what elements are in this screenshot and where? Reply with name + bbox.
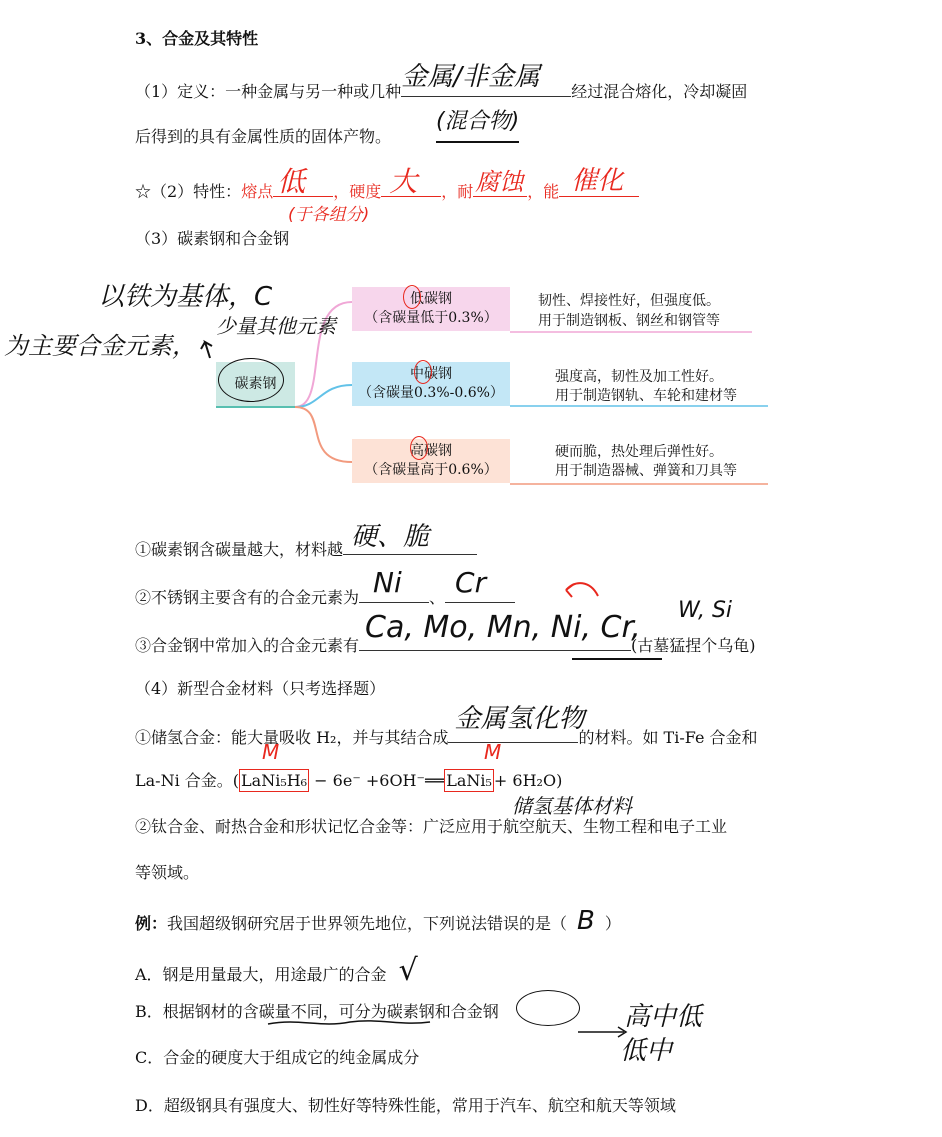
h2-prefix: ①储氢合金：能大量吸收 H₂，并与其结合成 <box>135 728 449 747</box>
option-c: C．合金的硬度大于组成它的纯金属成分 <box>135 1048 420 1067</box>
example-text: 我国超级钢研究居于世界领先地位，下列说法错误的是（ <box>167 914 568 933</box>
q1-fill: 硬、脆 <box>351 522 430 552</box>
q3-extra: W, Si <box>678 598 733 623</box>
high-desc2: 用于制造器械、弹簧和刀具等 <box>555 463 737 479</box>
properties-star: ☆（2）特性： <box>135 182 242 201</box>
eq-mid: − 6e⁻ +6OH⁻══ <box>309 771 445 790</box>
definition-note: (混合物) <box>436 104 519 143</box>
can-label: ，能 <box>527 182 560 201</box>
can-fill: 催化 <box>571 166 624 196</box>
hardness-fill: 大 <box>389 165 418 198</box>
eq-lani5h6: LaNi₅H₆ <box>241 771 308 790</box>
example-label: 例： <box>135 914 168 933</box>
q2-prefix: ②不锈钢主要含有的合金元素为 <box>135 588 360 607</box>
steel-heading: （3）碳素钢和合金钢 <box>135 229 290 248</box>
option-d: D．超级钢具有强度大、韧性好等特殊性能，常用于汽车、航空和航天等领域 <box>135 1096 676 1115</box>
q3-prefix: ③合金钢中常加入的合金元素有 <box>135 636 360 655</box>
q2-fill2: Cr <box>455 566 487 599</box>
definition-fill: 金属/非金属 <box>401 62 540 92</box>
new-alloy-heading: （4）新型合金材料（只考选择题） <box>135 679 386 698</box>
high-desc1: 硬而脆，热处理后弹性好。 <box>555 444 723 460</box>
low-desc1: 韧性、焊接性好，但强度低。 <box>538 293 720 309</box>
mindmap-note-3: 少量其他元素 <box>216 314 336 338</box>
mp-label: 熔点 <box>241 182 274 201</box>
q3-fill: Ca, Mo, Mn, Ni, Cr, <box>365 610 641 645</box>
note-high: 高中低 <box>624 1002 703 1032</box>
mindmap-note-1: 以铁为基体，C <box>98 282 273 312</box>
mp-fill: 低 <box>277 165 306 198</box>
definition-prefix: （1）定义：一种金属与另一种或几种 <box>135 82 402 101</box>
h2-fill: 金属氢化物 <box>454 704 585 734</box>
branch-low-content: （含碳量低于0.3%） <box>364 310 498 326</box>
q2-sep: 、 <box>429 588 446 607</box>
properties-note: (于各组分) <box>288 205 370 225</box>
ti-line1: ②钛合金、耐热合金和形状记忆合金等：广泛应用于航空航天、生物工程和电子工业 <box>135 817 728 836</box>
q2-fill1: Ni <box>373 566 402 599</box>
q1-prefix: ①碳素钢含碳量越大，材料越 <box>135 540 344 559</box>
q3-suffix: (古墓猛捏个乌龟) <box>631 636 756 655</box>
h2-suffix: 的材料。如 Ti-Fe 合金和 <box>578 728 758 747</box>
eq-lani5: LaNi₅ <box>446 771 492 790</box>
eq-note: 储氢基体材料 <box>512 794 632 818</box>
eq-m-mark-1: M <box>262 740 280 764</box>
option-a-text: A．钢是用量最大，用途最广的合金 <box>135 965 387 984</box>
option-b: B．根据钢材的含碳量不同，可分为碳素钢和合金钢 <box>135 1002 499 1021</box>
branch-low-name: 低碳钢 <box>410 291 452 307</box>
option-a-check: √ <box>398 953 418 988</box>
branch-high-content: （含碳量高于0.6%） <box>364 462 498 478</box>
resist-fill: 腐蚀 <box>475 168 524 196</box>
ti-line2: 等领域。 <box>135 863 200 882</box>
eq-prefix: La-Ni 合金。( <box>135 771 240 790</box>
hardness-label: ，硬度 <box>333 182 382 201</box>
definition-line2: 后得到的具有金属性质的固体产物。 <box>135 127 392 146</box>
definition-suffix: 经过混合熔化，冷却凝固 <box>571 82 748 101</box>
note-low: 低中 <box>620 1036 673 1066</box>
low-desc2: 用于制造钢板、钢丝和钢管等 <box>538 313 720 329</box>
section-heading: 3、合金及其特性 <box>135 29 259 48</box>
branch-mid-content: （含碳量0.3%-0.6%） <box>358 385 504 401</box>
resist-label: ，耐 <box>441 182 474 201</box>
mindmap-root-label: 碳素钢 <box>234 375 277 392</box>
branch-mid-name: 中碳钢 <box>410 366 452 382</box>
eq-m-mark-2: M <box>484 740 502 764</box>
example-close: ） <box>604 914 621 933</box>
mid-desc2: 用于制造钢轨、车轮和建材等 <box>555 388 737 404</box>
eq-suffix: + 6H₂O) <box>493 771 563 790</box>
mid-desc1: 强度高，韧性及加工性好。 <box>555 369 723 385</box>
mindmap-note-2: 为主要合金元素， <box>4 332 196 360</box>
example-answer: B <box>577 906 595 936</box>
branch-high-name: 高碳钢 <box>410 443 452 459</box>
